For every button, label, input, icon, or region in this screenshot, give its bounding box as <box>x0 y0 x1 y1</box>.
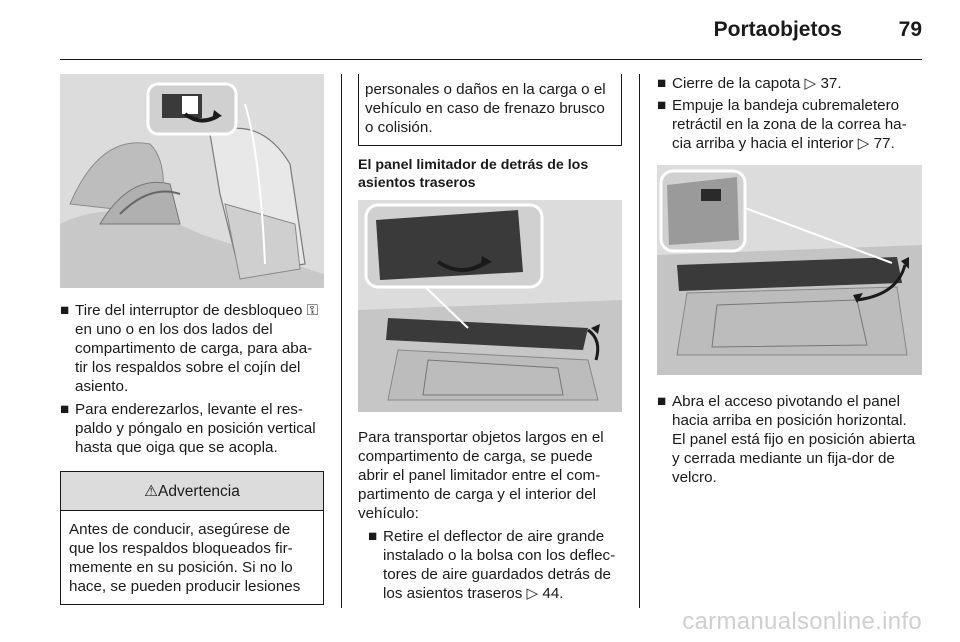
bullet-text: Para enderezarlos, levante el res-paldo y póngalo en posición vertical hasta que oiga que se acopla. <box>75 401 316 456</box>
bullet-text: Abra el acceso pivotando el panel hacia arriba en posición horizontal. El panel está fijo en posición abierta y cerrada mediante un fija-dor de velcro. <box>672 393 916 486</box>
warning-box <box>60 471 324 605</box>
column-divider-1 <box>341 74 342 608</box>
bullet-text: Cierre de la capota ▷ 37. <box>672 75 842 92</box>
page-number: 79 <box>898 18 922 41</box>
seat-release-illustration <box>60 74 324 288</box>
body-paragraph: Para transportar objetos largos en el compartimento de carga, se puede abrir el panel limitador entre el com-partimento de carga y el interior del vehículo: <box>358 429 604 522</box>
bullet-text: Empuje la bandeja cubremaletero retráctil en la zona de la correa ha-cia arriba y hacia el interior ▷ 77. <box>672 97 907 152</box>
bullet-symbol: ■ <box>368 528 378 545</box>
bullet-item <box>368 527 622 603</box>
column-divider-2 <box>639 74 640 608</box>
bullet-item <box>60 400 324 457</box>
bullet-symbol: ■ <box>657 393 667 410</box>
figure-rear-panel <box>358 200 622 412</box>
rear-panel-illustration <box>358 200 622 412</box>
bullet-item <box>657 96 922 153</box>
subheading: El panel limitador de detrás de los asientos traseros <box>358 157 589 191</box>
bullet-symbol: ■ <box>657 97 667 114</box>
cargo-cover-illustration <box>657 165 922 375</box>
bullet-item <box>657 392 922 487</box>
column-1 <box>60 74 324 605</box>
bullet-symbol: ■ <box>60 401 70 418</box>
watermark: carmanualsonline.info <box>682 608 922 635</box>
bullet-text: Tire del interruptor de desbloqueo ⚿ en uno o en los dos lados del compartimento de carga, para aba-tir los respaldos sobre el cojín del asiento. <box>75 302 319 395</box>
warning-header <box>61 472 323 511</box>
bullet-symbol: ■ <box>60 302 70 319</box>
bullet-item <box>60 301 324 396</box>
warning-continued: personales o daños en la carga o el vehículo en caso de frenazo brusco o colisión. <box>358 74 622 146</box>
page-header <box>0 0 960 62</box>
bullet-text: Retire el deflector de aire grande instalado o la bolsa con los deflec-tores de aire guardados detrás de los asientos traseros ▷ 44. <box>383 528 616 602</box>
header-rule <box>60 59 922 60</box>
column-2 <box>358 74 622 603</box>
figure-cargo-cover <box>657 165 922 375</box>
bullet-item <box>657 74 922 93</box>
figure-seat-release <box>60 74 324 288</box>
section-title: Portaobjetos <box>713 18 842 41</box>
warning-text: Antes de conducir, asegúrese de que los respaldos bloqueados fir-memente en su posición. Si no lo hace, se pueden producir lesiones <box>69 521 301 595</box>
column-3 <box>657 74 922 487</box>
warning-title: Advertencia <box>158 483 240 500</box>
bullet-symbol: ■ <box>657 75 667 92</box>
warning-icon: ⚠ <box>144 483 159 500</box>
